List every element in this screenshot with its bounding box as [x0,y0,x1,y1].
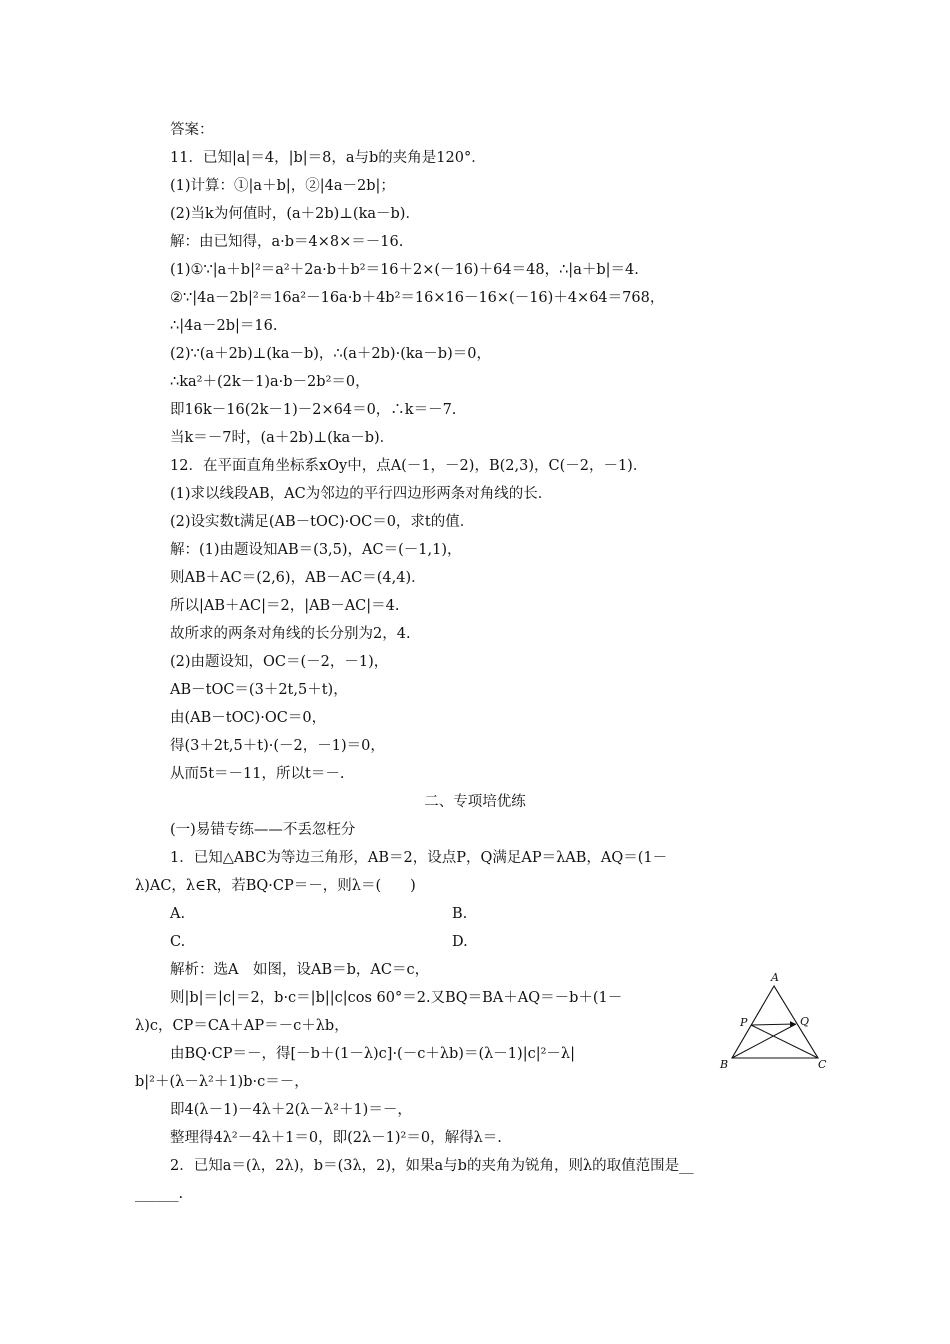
arrow-pq [751,1024,795,1025]
q11-solution-line: (1)①∵|a＋b|²＝a²＋2a·b＋b²＝16＋2×(－16)＋64＝48，∴|a＋b|＝4. [170,262,639,278]
q1-statement: 1．已知△ABC为等边三角形，AB＝2，设点P，Q满足AP＝λAB，AQ＝(1－ [170,850,668,866]
q2-statement: 2．已知a＝(λ，2λ)，b＝(3λ，2)，如果a与b的夹角为锐角，则λ的取值范围是__ [170,1158,694,1174]
q11-part1: (1)计算：①|a＋b|，②|4a－2b|； [170,178,395,194]
q11-solution-line: ∴|4a－2b|＝16. [170,318,278,334]
q11-solution-line: ②∵|4a－2b|²＝16a²－16a·b＋4b²＝16×16－16×(－16)＋4×64＝768， [170,290,665,306]
q11-statement: 11．已知|a|＝4，|b|＝8，a与b的夹角是120°． [170,150,486,166]
q1-solution-line: 解析：选A 如图，设AB＝b，AC＝c， [170,962,430,978]
q1-solution-line: 则|b|＝|c|＝2，b·c＝|b||c|cos 60°＝2.又BQ＝BA＋AQ＝－b＋(1－ [170,990,623,1006]
q1-option-b: B. [452,906,468,922]
q12-solution-line: 所以|AB＋AC|＝2，|AB－AC|＝4. [170,598,400,614]
q11-solution-line: ∴ka²＋(2k－1)a·b－2b²＝0， [170,374,370,390]
q12-solution-line: 由(AB－tOC)·OC＝0， [170,710,327,726]
label-c: C [818,1058,827,1071]
q11-solution-line: 即16k－16(2k－1)－2×64＝0，∴k＝－7. [170,402,457,418]
label-p: P [740,1016,748,1029]
q12-solution-line: AB－tOC＝(3＋2t,5＋t)， [170,682,348,698]
q2-statement-cont: ______. [135,1186,184,1202]
q11-part2: (2)当k为何值时，(a＋2b)⊥(ka－b)． [170,206,420,222]
answer-heading: 答案： [170,122,214,138]
subsection-title: (一)易错专练——不丢忽枉分 [170,822,356,838]
q1-option-c: C. [170,934,186,950]
q1-solution-line: b|²＋(λ－λ²＋1)b·c＝－， [135,1074,309,1090]
label-q: Q [800,1015,810,1028]
q1-solution-line: 即4(λ－1)－4λ＋2(λ－λ²＋1)＝－， [170,1102,412,1118]
q12-solution-line: 故所求的两条对角线的长分别为2，4. [170,626,411,642]
q1-solution-line: 由BQ·CP＝－，得[－b＋(1－λ)c]·(－c＋λb)＝(λ－1)|c|²－λ| [170,1046,575,1062]
q12-solution-line: 从而5t＝－11，所以t＝－. [170,766,345,782]
q12-part1: (1)求以线段AB，AC为邻边的平行四边形两条对角线的长． [170,486,553,502]
q12-statement: 12．在平面直角坐标系xOy中，点A(－1，－2)，B(2,3)，C(－2，－1)． [170,458,648,474]
q12-solution-line: (2)由题设知，OC＝(－2，－1)， [170,654,389,670]
q12-solution-line: 解：(1)由题设知AB＝(3,5)，AC＝(－1,1)， [170,542,462,558]
q12-solution-line: 得(3＋2t,5＋t)·(－2，－1)＝0， [170,738,385,754]
triangle-figure [715,970,830,1075]
label-b: B [720,1058,729,1071]
q1-option-d: D. [452,934,468,950]
q1-solution-line: λ)c，CP＝CA＋AP＝－c＋λb， [135,1018,349,1034]
q1-option-a: A. [170,906,186,922]
q12-solution-line: 则AB＋AC＝(2,6)，AB－AC＝(4,4)． [170,570,426,586]
q12-part2: (2)设实数t满足(AB－tOC)·OC＝0，求t的值． [170,514,475,530]
q11-solution-line: (2)∵(a＋2b)⊥(ka－b)，∴(a＋2b)·(ka－b)＝0， [170,346,491,362]
q1-statement-cont: λ)AC，λ∈R，若BQ·CP＝－，则λ＝( ) [135,878,416,894]
section-title: 二、专项培优练 [424,794,526,810]
label-a: A [771,971,779,984]
q11-solution-line: 当k＝－7时，(a＋2b)⊥(ka－b)． [170,430,395,446]
q1-solution-line: 整理得4λ²－4λ＋1＝0，即(2λ－1)²＝0，解得λ＝. [170,1130,502,1146]
q11-solution-intro: 解：由已知得，a·b＝4×8×＝－16. [170,234,404,250]
